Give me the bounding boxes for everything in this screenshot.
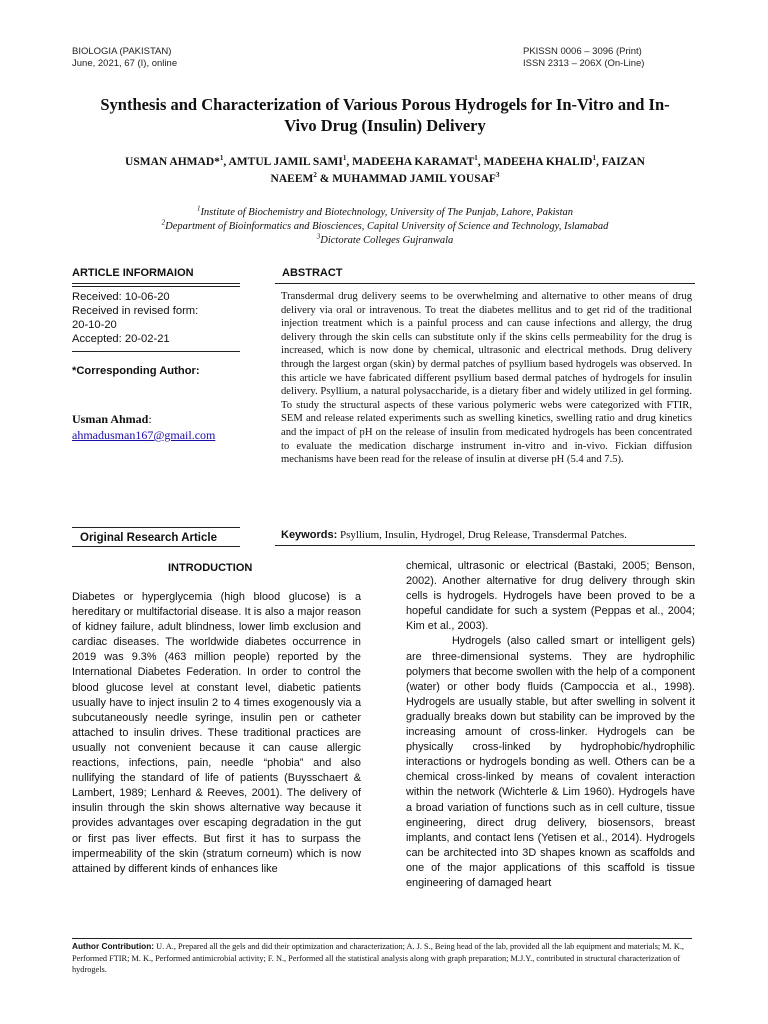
affil-mark: 3	[495, 171, 500, 180]
affil-mark: 1	[196, 204, 201, 213]
article-info-heading: ARTICLE INFORMAION	[72, 267, 194, 279]
affil-mark: 2	[161, 218, 166, 227]
affil-mark: 1	[219, 154, 224, 163]
received-date: Received: 10-06-20	[72, 291, 170, 303]
author-name: USMAN AHMAD*	[125, 156, 220, 168]
colon: :	[148, 412, 152, 426]
affiliation-text: Department of Bioinformatics and Biosciences, Capital University of Science and Technology, Islamabad	[165, 221, 609, 232]
author-list	[60, 154, 710, 188]
author-email-link[interactable]: ahmadusman167@gmail.com	[72, 428, 216, 442]
corresponding-author	[72, 411, 215, 443]
author-name: , FAIZAN	[595, 156, 645, 168]
title-line-1: Synthesis and Characterization of Various Porous Hydrogels for In-Vitro and In-	[100, 95, 670, 114]
author-contribution	[72, 941, 694, 976]
divider	[275, 283, 695, 284]
divider	[72, 283, 240, 284]
revised-label: Received in revised form:	[72, 305, 199, 317]
print-issn: PKISSN 0006 – 3096 (Print)	[523, 46, 642, 57]
intro-right-column	[406, 559, 695, 891]
title-line-2: Vivo Drug (Insulin) Delivery	[284, 116, 486, 135]
affil-mark: 1	[592, 154, 596, 163]
corresponding-author-label: *Corresponding Author:	[72, 365, 200, 377]
author-name: , MADEEHA KHALID	[477, 156, 593, 168]
author-line-1	[60, 154, 710, 171]
article-type: Original Research Article	[80, 532, 217, 544]
affiliation-text: Institute of Biochemistry and Biotechnology, University of The Punjab, Lahore, Pakistan	[200, 207, 574, 218]
author-name: , AMTUL JAMIL SAMI	[223, 156, 343, 168]
affil-mark: 2	[313, 171, 317, 180]
paper-title	[60, 94, 710, 136]
journal-name: BIOLOGIA (PAKISTAN)	[72, 46, 172, 57]
author-name-line	[72, 411, 215, 427]
author-contribution-text: U. A., Prepared all the gels and did their optimization and characterization; A. J. S., Being head of the lab, provided all the lab equipment and materials; M. K., Performed FTIR; M. K., Performed antimicrobial activity; F. N., Performed all the statistical analysis along with graph preparation; M.J.Y., contributed in structural characterization of hydrogels.	[72, 942, 684, 974]
affiliation	[60, 206, 710, 220]
online-issn: ISSN 2313 – 206X (On-Line)	[523, 58, 645, 69]
divider	[72, 286, 240, 287]
divider	[275, 545, 695, 546]
affil-mark: 3	[316, 232, 321, 241]
journal-issue: June, 2021, 67 (I), online	[72, 58, 178, 69]
corresponding-author-name: Usman Ahmad	[72, 412, 149, 426]
divider	[72, 546, 240, 547]
abstract-heading: ABSTRACT	[282, 267, 343, 279]
affiliation-text: Dictorate Colleges Gujranwala	[320, 235, 454, 246]
divider	[72, 351, 240, 352]
author-name: , MADEEHA KARAMAT	[346, 156, 475, 168]
keywords	[281, 528, 701, 542]
issn-header	[523, 46, 644, 70]
author-name: NAEEM	[270, 173, 314, 185]
affiliations	[60, 206, 710, 248]
keywords-list: Psyllium, Insulin, Hydrogel, Drug Release, Transdermal Patches.	[337, 529, 627, 541]
affiliation	[60, 220, 710, 234]
footer-divider	[72, 938, 692, 939]
abstract-text: Transdermal drug delivery seems to be overwhelming and alternative to other means of drug delivery via oral or intravenous. To treat the diabetes mellitus and to get rid of the traditional injection treatment which is a painful process and can cause infections and allergy, the drug delivery through the skin cells can substitute only if the skins cells permeability for the drug is increased, which is now done by chemical, ultrasonic and electrical methods. Drug delivery through the largest organ (skin) by dermal patches of psyllium based hydrogels was observed. In this article we have fabricated different psyllium based dermal patches of hydrogels for insulin delivery. Psyllium, a natural polysaccharide, is a dietary fiber and widely utilized in gel forming. To study the structural aspects of these various polymeric webs were categorized with FTIR, SEM and release related experiments such as swelling kinetics, swelling ratio and drug kinetics and the impact of pH on the release of insulin from medicated hydrogels has been concentrated to evaluate the medication discharge instrument in-vitro and in-vivo. Fickian diffusion mechanisms have been read for the release of insulin at diverse pH (5.4 and 7.5).	[281, 291, 692, 466]
divider	[72, 527, 240, 528]
intro-left-column	[72, 590, 361, 877]
paragraph: Hydrogels (also called smart or intelligent gels) are three-dimensional systems. They are hydrophilic polymers that become swollen with the help of a component (water) or other body fluids (Campoccia et al., 1998). Hydrogels are usually stable, but after swelling in solvent it gradually breaks down but stability can be improved by the increasing amount of cross-linker. Hydrogels can be physically cross-linked by hydrophobic/hydrophilic interactions or hydrogels bonding as well. Others can be a chemical cross-linked by means of covalent interaction within the network (Wichterle & Lim 1960). Hydrogels have a broad variation of functions such as in cell culture, tissue engineering, direct drug delivery, biosensors, breast implants, and contact lens (Yetisen et al., 2014). Hydrogels can be architected into 3D shapes known as scaffolds and one of the major applications of this scaffold is tissue engineering of damaged heart	[406, 635, 695, 889]
affiliation	[60, 234, 710, 248]
author-name: & MUHAMMAD JAMIL YOUSAF	[316, 173, 496, 185]
keywords-label: Keywords:	[281, 529, 338, 541]
accepted-date: Accepted: 20-02-21	[72, 333, 170, 345]
author-line-2	[60, 171, 710, 188]
article-history	[72, 290, 242, 346]
author-contribution-label: Author Contribution:	[72, 941, 155, 951]
revised-date: 20-10-20	[72, 319, 117, 331]
journal-header	[72, 46, 177, 70]
paragraph: Diabetes or hyperglycemia (high blood glucose) is a hereditary or multifactorial disease. It is also a major reason of kidney failure, adult blindness, lower limb exclusion and cardiac diseases. The worldwide diabetes occurrence in 2019 was 9.3% (463 million people) reported by the International Diabetes Federation. In order to control the blood glucose level at constant level, diabetic patients usually have to inject insulin 2 to 4 times exogenously via a subcutaneously needle syringe, insulin pen or catheter attached to insulin drives. These traditional practices are usually not convenient because it can cause allergic reactions, infections, pain, needle “phobia” and also nullifying the standard of life of patients (Buysschaert & Lambert, 1989; Lenhard & Reeves, 2001). The delivery of insulin through the skin shows alternative way because it provides advantages over escaping degradation in the gut or first pas liver effects. But first it has to surpass the impermeability of the skin (stratum corneum) which is now attained by different kinds of enhances like	[72, 591, 361, 875]
affil-mark: 1	[474, 154, 478, 163]
introduction-heading: INTRODUCTION	[168, 562, 253, 574]
affil-mark: 1	[342, 154, 347, 163]
paragraph: chemical, ultrasonic or electrical (Bastaki, 2005; Benson, 2002). Another alternative for drug delivery through skin cells is hydrogels. Hydrogels have been proved to be a hopeful candidate for such a system (Peppas et al., 2004; Kim et al., 2003).	[406, 560, 695, 633]
